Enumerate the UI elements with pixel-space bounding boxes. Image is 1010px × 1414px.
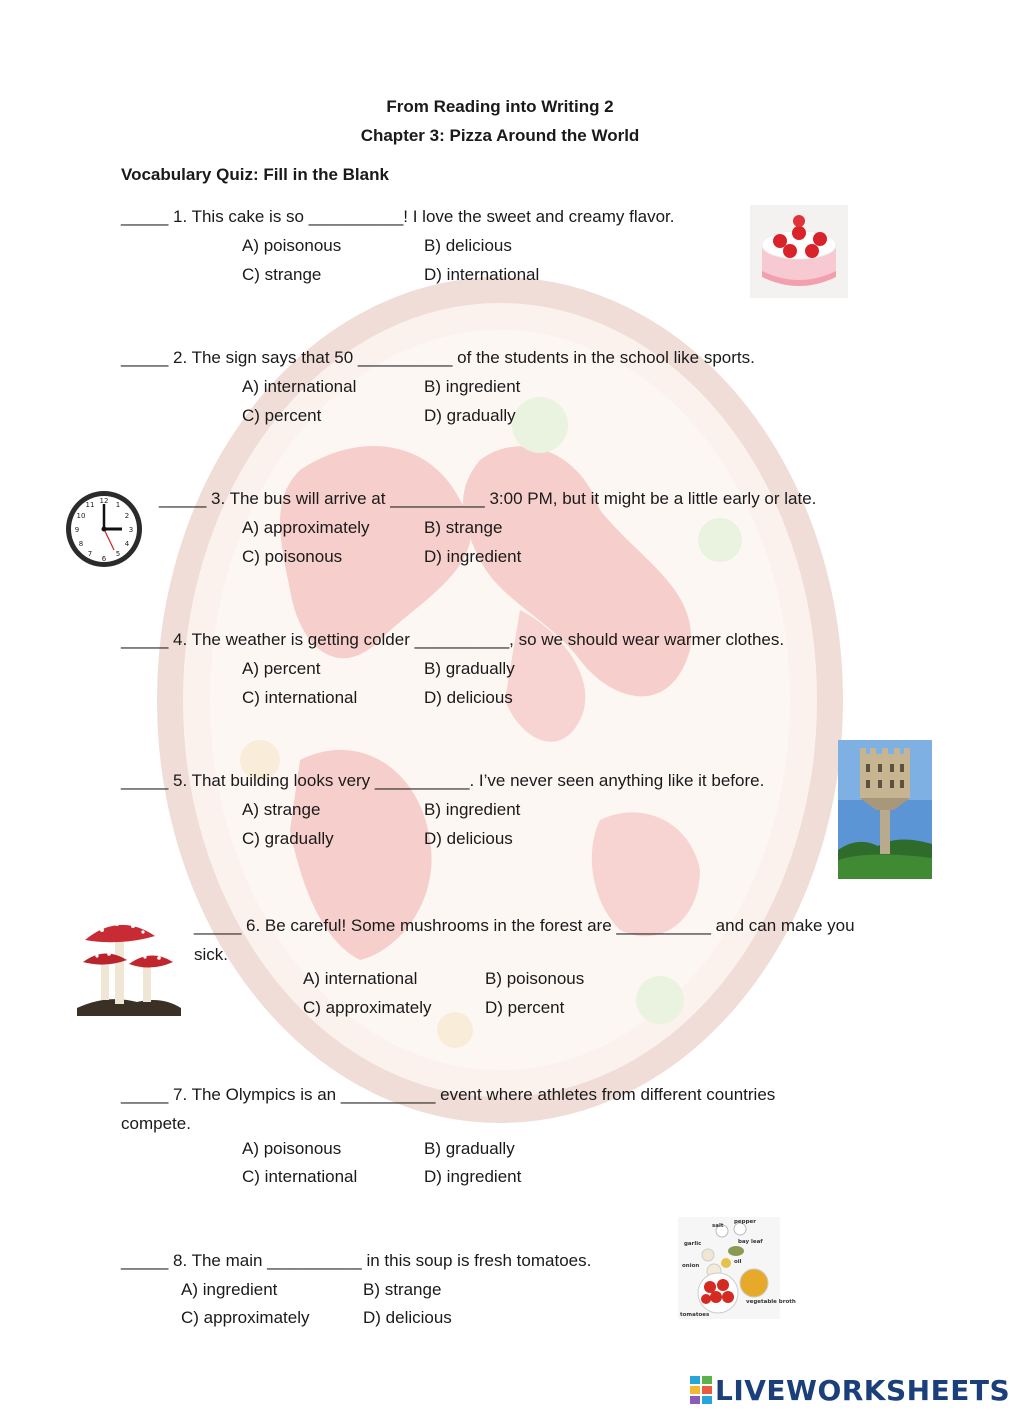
option-a[interactable]: A) percent xyxy=(242,659,321,678)
svg-text:2: 2 xyxy=(124,512,130,520)
garlic-label: garlic xyxy=(684,1241,702,1247)
broth-label: vegetable broth xyxy=(746,1299,796,1305)
worksheet-title: From Reading into Writing 2 xyxy=(386,97,614,116)
svg-text:6: 6 xyxy=(101,555,107,563)
option-a[interactable]: A) poisonous xyxy=(242,1139,342,1158)
svg-text:12: 12 xyxy=(99,497,109,505)
option-c[interactable]: C) percent xyxy=(242,406,322,425)
question-text: _____ 5. That building looks very __________. I’ve never seen anything like it before. xyxy=(121,771,765,790)
option-b[interactable]: B) poisonous xyxy=(485,969,585,988)
strange-building-image xyxy=(838,740,932,879)
option-a[interactable]: A) strange xyxy=(242,800,321,819)
liveworksheets-logo-icon xyxy=(690,1376,712,1404)
salt-label: salt xyxy=(712,1223,724,1229)
mushrooms-image xyxy=(77,912,181,1016)
option-c[interactable]: C) approximately xyxy=(181,1308,310,1327)
option-b[interactable]: B) ingredient xyxy=(424,377,521,396)
liveworksheets-logo xyxy=(690,1372,1010,1408)
question-text: _____ 4. The weather is getting colder __________, so we should wear warmer clothes. xyxy=(121,630,785,649)
svg-text:10: 10 xyxy=(76,512,86,520)
question-text: _____ 1. This cake is so __________! I love the sweet and creamy flavor. xyxy=(121,207,675,226)
quiz-heading: Vocabulary Quiz: Fill in the Blank xyxy=(121,165,389,184)
option-d[interactable]: D) delicious xyxy=(424,688,513,707)
svg-text:9: 9 xyxy=(74,526,80,534)
option-d[interactable]: D) ingredient xyxy=(424,547,522,566)
question-text: _____ 2. The sign says that 50 __________ of the students in the school like sports. xyxy=(121,348,755,367)
option-d[interactable]: D) delicious xyxy=(363,1308,452,1327)
onion-label: onion xyxy=(682,1263,700,1269)
question-text: _____ 3. The bus will arrive at __________ 3:00 PM, but it might be a little early or late. xyxy=(159,489,817,508)
option-a[interactable]: A) approximately xyxy=(242,518,370,537)
clock-image xyxy=(62,488,146,570)
option-c[interactable]: C) strange xyxy=(242,265,322,284)
svg-text:3: 3 xyxy=(128,526,134,534)
option-b[interactable]: B) gradually xyxy=(424,659,515,678)
option-b[interactable]: B) strange xyxy=(424,518,503,537)
svg-text:7: 7 xyxy=(87,550,93,558)
option-a[interactable]: A) ingredient xyxy=(181,1280,278,1299)
option-c[interactable]: C) approximately xyxy=(303,998,432,1017)
svg-text:11: 11 xyxy=(85,501,95,509)
oil-label: oil xyxy=(734,1259,742,1265)
option-d[interactable]: D) percent xyxy=(485,998,565,1017)
soup-ingredients-image xyxy=(678,1217,796,1319)
option-b[interactable]: B) delicious xyxy=(424,236,512,255)
option-d[interactable]: D) delicious xyxy=(424,829,513,848)
svg-text:1: 1 xyxy=(115,501,121,509)
option-a[interactable]: A) poisonous xyxy=(242,236,342,255)
option-d[interactable]: D) ingredient xyxy=(424,1167,522,1186)
option-a[interactable]: A) international xyxy=(303,969,418,988)
option-c[interactable]: C) international xyxy=(242,1167,358,1186)
option-b[interactable]: B) strange xyxy=(363,1280,442,1299)
svg-text:8: 8 xyxy=(78,540,84,548)
option-c[interactable]: C) poisonous xyxy=(242,547,343,566)
pepper-label: pepper xyxy=(734,1219,756,1225)
option-c[interactable]: C) international xyxy=(242,688,358,707)
option-c[interactable]: C) gradually xyxy=(242,829,334,848)
liveworksheets-logo-text: LIVEWORKSHEETS xyxy=(715,1373,1010,1407)
option-b[interactable]: B) ingredient xyxy=(424,800,521,819)
strawberry-cake-image xyxy=(750,205,848,298)
question-text: _____ 8. The main __________ in this soup is fresh tomatoes. xyxy=(121,1251,592,1270)
question-text: _____ 6. Be careful! Some mushrooms in the forest are __________ and can make you sick. xyxy=(194,916,855,964)
chapter-title: Chapter 3: Pizza Around the World xyxy=(360,126,640,145)
bay-leaf-label: bay leaf xyxy=(738,1239,763,1245)
question-text: _____ 7. The Olympics is an __________ event where athletes from different countries compete. xyxy=(121,1085,776,1133)
option-a[interactable]: A) international xyxy=(242,377,357,396)
option-d[interactable]: D) gradually xyxy=(424,406,516,425)
svg-text:4: 4 xyxy=(124,540,130,548)
option-d[interactable]: D) international xyxy=(424,265,540,284)
svg-text:5: 5 xyxy=(115,550,121,558)
option-b[interactable]: B) gradually xyxy=(424,1139,515,1158)
tomatoes-label: tomatoes xyxy=(680,1312,710,1318)
